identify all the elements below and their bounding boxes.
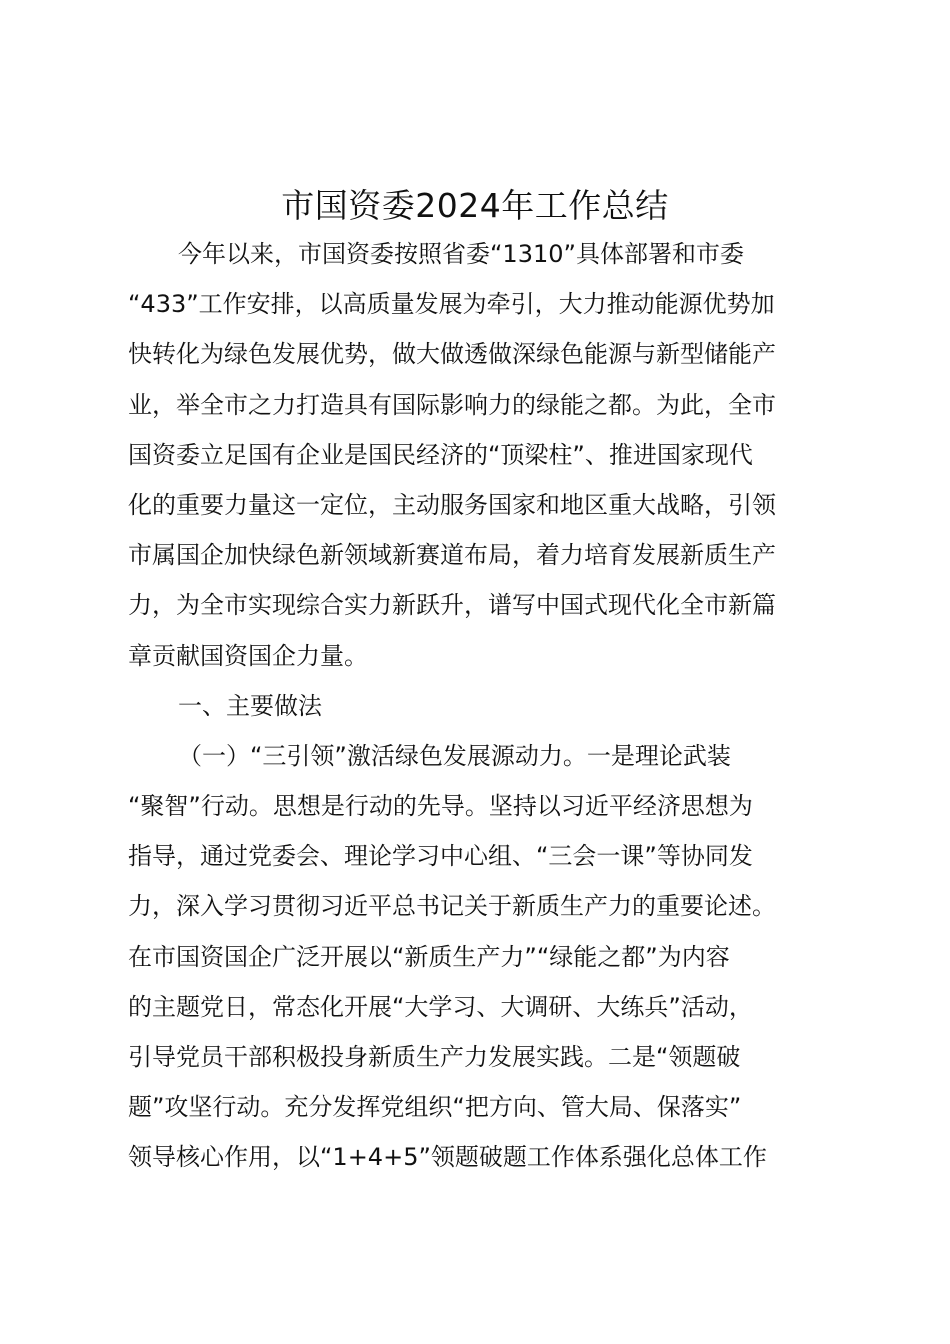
document-body: [128, 229, 838, 1183]
paragraph-line: 题”攻坚行动。充分发挥党组织“把方向、管大局、保落实”: [128, 1093, 742, 1122]
paragraph-line: 快转化为绿色发展优势，做大做透做深绿色能源与新型储能产: [128, 340, 776, 369]
section-heading: 一、主要做法: [178, 691, 322, 720]
paragraph-line: 业，举全市之力打造具有国际影响力的绿能之都。为此，全市: [128, 390, 776, 419]
paragraph-line: 力，深入学习贯彻习近平总书记关于新质生产力的重要论述。: [128, 892, 776, 921]
paragraph-line: 今年以来，市国资委按照省委“1310”具体部署和市委: [178, 240, 744, 268]
paragraph-line: 引导党员干部积极投身新质生产力发展实践。二是“领题破: [128, 1043, 741, 1071]
paragraph-line: （一）“三引领”激活绿色发展源动力。一是理论武装: [178, 741, 731, 770]
document-title: 市国资委2024年工作总结: [281, 186, 669, 225]
paragraph-line: 的主题党日，常态化开展“大学习、大调研、大练兵”活动，: [128, 992, 753, 1021]
paragraph-line: 在市国资国企广泛开展以“新质生产力”“绿能之都”为内容: [128, 942, 730, 971]
paragraph-line: “聚智”行动。思想是行动的先导。坚持以习近平经济思想为: [128, 792, 753, 821]
paragraph-line: “433”工作安排，以高质量发展为牵引，大力推动能源优势加: [128, 290, 775, 319]
paragraph-line: 章贡献国资国企力量。: [128, 641, 368, 670]
paragraph-line: 领导核心作用，以“1+4+5”领题破题工作体系强化总体工作: [128, 1143, 767, 1172]
paragraph-line: 化的重要力量这一定位，主动服务国家和地区重大战略，引领: [128, 490, 776, 519]
paragraph-line: 国资委立足国有企业是国民经济的“顶梁柱”、推进国家现代: [128, 440, 753, 469]
paragraph-line: 市属国企加快绿色新领域新赛道布局，着力培育发展新质生产: [128, 541, 776, 570]
paragraph-line: 指导，通过党委会、理论学习中心组、“三会一课”等协同发: [128, 842, 753, 871]
paragraph-line: 力，为全市实现综合实力新跃升，谱写中国式现代化全市新篇: [128, 591, 776, 620]
